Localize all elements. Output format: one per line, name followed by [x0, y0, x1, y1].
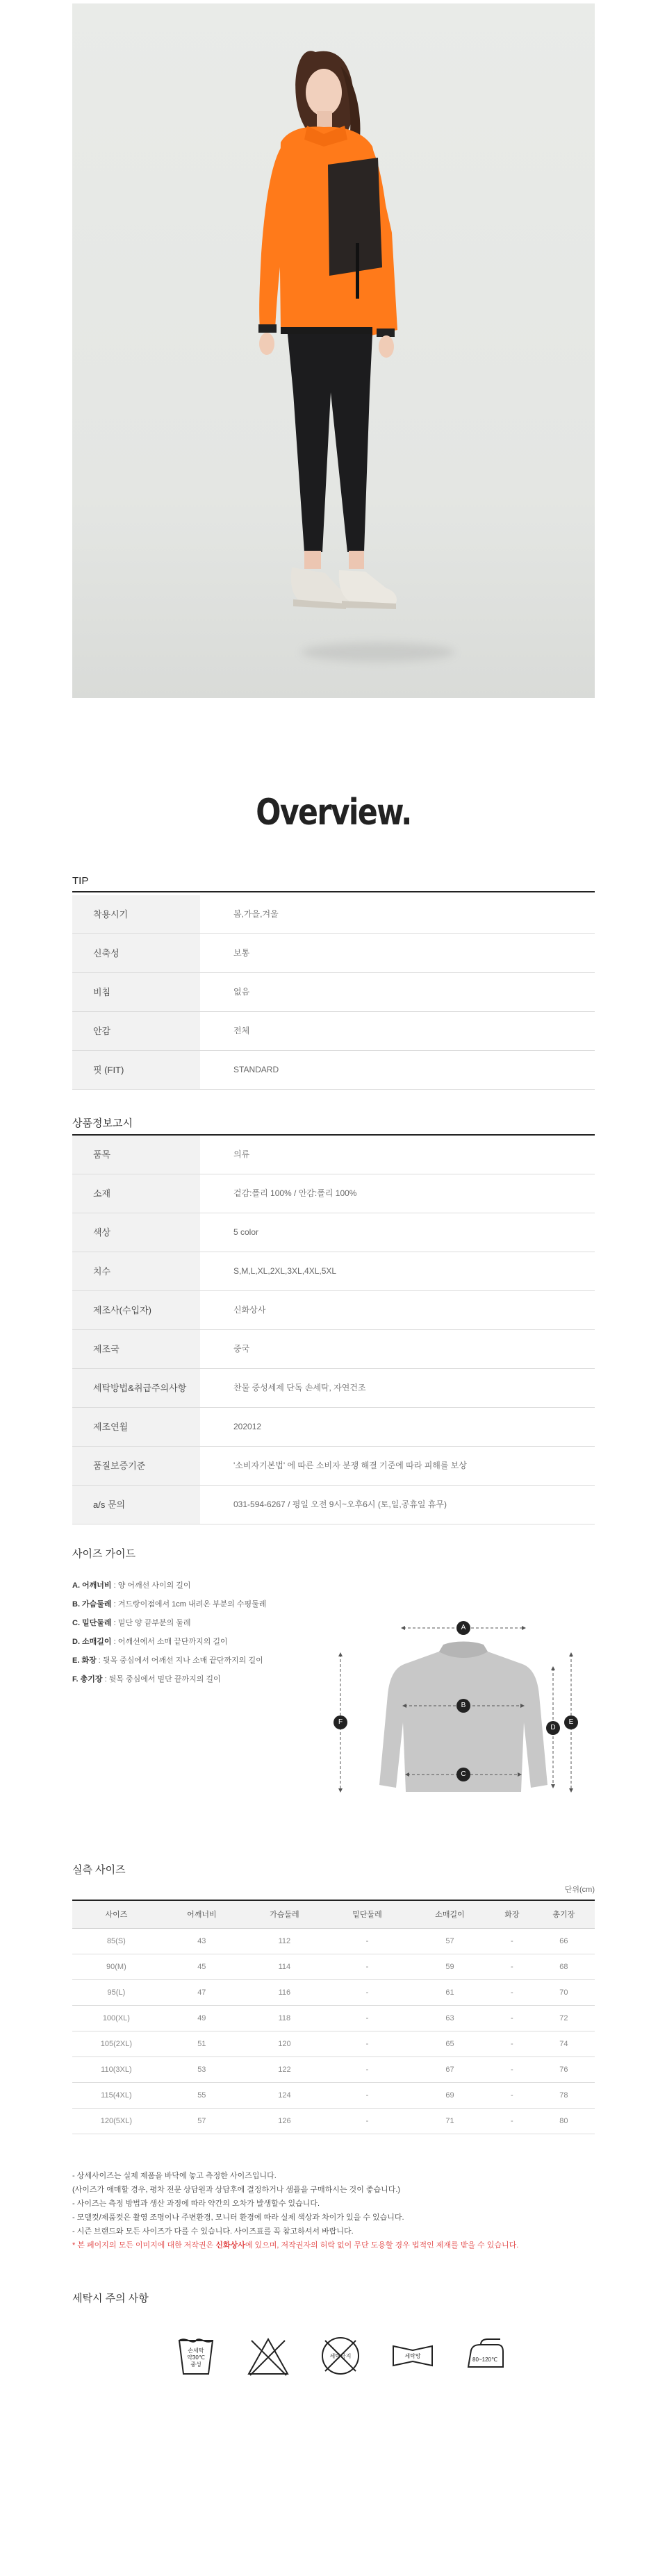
cell: 120(5XL): [72, 2108, 160, 2134]
guide-item: [72, 1614, 266, 1633]
cell: 72: [533, 2005, 595, 2031]
guide-item: [72, 1633, 266, 1652]
info-label: 치수: [72, 1252, 200, 1290]
net-label: 세탁망: [404, 2353, 421, 2359]
table-row: [72, 2056, 595, 2082]
table-row: [72, 1979, 595, 2005]
tip-value: 보통: [233, 948, 250, 958]
info-value: 의류: [233, 1149, 250, 1159]
cell: -: [326, 2056, 409, 2082]
cell: 124: [243, 2082, 326, 2108]
tip-label: 비침: [72, 973, 200, 1011]
info-label: 품질보증기준: [72, 1447, 200, 1485]
info-row: [72, 1408, 595, 1447]
cell: 49: [160, 2005, 243, 2031]
size-guide-title: 사이즈 가이드: [72, 1548, 136, 1560]
info-value: S,M,L,XL,2XL,3XL,4XL,5XL: [233, 1266, 337, 1276]
cell: 118: [243, 2005, 326, 2031]
notice-company: 신화상사: [215, 2241, 245, 2250]
cell: -: [491, 1954, 533, 1979]
cell: -: [326, 1979, 409, 2005]
model-figure: [72, 3, 595, 698]
info-row: [72, 1174, 595, 1213]
tip-label: 착용시기: [72, 895, 200, 933]
cell: -: [326, 1928, 409, 1954]
info-label: 세탁방법&취급주의사항: [72, 1369, 200, 1407]
cell: -: [491, 2031, 533, 2056]
info-row: [72, 1136, 595, 1174]
info-label: 제조사(수입자): [72, 1291, 200, 1329]
cell: -: [491, 2005, 533, 2031]
info-label: 색상: [72, 1213, 200, 1252]
cell: 116: [243, 1979, 326, 2005]
cell: 57: [160, 2108, 243, 2134]
info-label: 제조국: [72, 1330, 200, 1368]
info-label: 소재: [72, 1174, 200, 1213]
tip-value: 봄,가을,겨울: [233, 909, 279, 919]
cell: 90(M): [72, 1954, 160, 1979]
overview-title: Overview.: [256, 792, 411, 833]
tip-row: [72, 1012, 595, 1051]
cell: 78: [533, 2082, 595, 2108]
cell: 122: [243, 2056, 326, 2082]
cell: -: [491, 2056, 533, 2082]
iron-label: 80~120℃: [472, 2357, 497, 2363]
no-dry-clean-icon: [318, 2334, 363, 2378]
cell: 51: [160, 2031, 243, 2056]
info-value: 중국: [233, 1344, 250, 1354]
cell: 61: [409, 1979, 491, 2005]
cell: 55: [160, 2082, 243, 2108]
table-row: [72, 1954, 595, 1979]
guide-key: B. 가슴둘레: [72, 1600, 112, 1609]
info-label: 제조연월: [72, 1408, 200, 1446]
cell: 126: [243, 2108, 326, 2134]
cell: 112: [243, 1928, 326, 1954]
table-row: [72, 2031, 595, 2056]
col-length: 총기장: [533, 1900, 595, 1928]
cell: -: [326, 2031, 409, 2056]
cell: 71: [409, 2108, 491, 2134]
tip-row: [72, 895, 595, 934]
cell: 57: [409, 1928, 491, 1954]
label-f-marker: F: [334, 1715, 347, 1729]
cell: 47: [160, 1979, 243, 2005]
net-wash-icon: [390, 2334, 435, 2378]
guide-key: C. 밑단둘레: [72, 1619, 112, 1627]
label-d-marker: D: [546, 1721, 560, 1735]
tip-title: TIP: [72, 875, 595, 892]
cell: 100(XL): [72, 2005, 160, 2031]
guide-desc: : 밑단 양 끝부분의 둘레: [113, 1619, 191, 1627]
cell: 114: [243, 1954, 326, 1979]
hand-wash-line: 약30℃: [187, 2354, 205, 2361]
tip-row: [72, 973, 595, 1012]
cell: -: [326, 2005, 409, 2031]
info-label: 품목: [72, 1136, 200, 1174]
info-row: [72, 1291, 595, 1330]
col-shoulder: 어깨너비: [160, 1900, 243, 1928]
guide-item: [72, 1652, 266, 1670]
cell: 67: [409, 2056, 491, 2082]
guide-desc: : 어깨선에서 소매 끝단까지의 길이: [113, 1638, 228, 1646]
guide-key: F. 총기장: [72, 1675, 103, 1684]
col-hem: 밑단둘레: [326, 1900, 409, 1928]
table-row: [72, 2005, 595, 2031]
label-c-marker: C: [456, 1768, 470, 1781]
info-value: 202012: [233, 1422, 262, 1431]
cell: -: [326, 2082, 409, 2108]
unit-label: 단위(cm): [564, 1886, 595, 1894]
size-notes: [72, 2169, 600, 2252]
info-value: '소비자기본법' 에 따른 소비자 분쟁 해결 기준에 따라 피해를 보상: [233, 1461, 467, 1470]
info-value: 5 color: [233, 1227, 259, 1237]
info-value: 031-594-6267 / 평일 오전 9시~오후6시 (토,일,공휴일 휴무): [233, 1499, 447, 1509]
info-value: 신화상사: [233, 1305, 266, 1315]
info-row: [72, 1213, 595, 1252]
model-photo: [72, 3, 595, 698]
cell: 120: [243, 2031, 326, 2056]
cell: 43: [160, 1928, 243, 1954]
info-label: a/s 문의: [72, 1486, 200, 1524]
guide-key: E. 화장: [72, 1656, 97, 1665]
info-row: [72, 1369, 595, 1408]
size-diagram: [327, 1604, 598, 1827]
size-table: [72, 1900, 595, 2134]
table-row: [72, 2082, 595, 2108]
cell: 110(3XL): [72, 2056, 160, 2082]
measurement-title: 실측 사이즈: [72, 1864, 126, 1876]
col-sleeve: 소매길이: [409, 1900, 491, 1928]
guide-item: [72, 1670, 266, 1689]
size-guide-list: [72, 1577, 266, 1689]
info-row: [72, 1330, 595, 1369]
cell: 70: [533, 1979, 595, 2005]
cell: 76: [533, 2056, 595, 2082]
tip-label: 신축성: [72, 934, 200, 972]
guide-desc: : 뒷목 중심에서 어깨선 지나 소매 끝단까지의 길이: [98, 1656, 263, 1665]
dry-clean-label: 세탁금지: [329, 2353, 352, 2359]
guide-key: A. 어깨너비: [72, 1581, 112, 1590]
notice-suffix: 에 있으며, 저작권자의 허락 없이 무단 도용할 경우 법적인 제재를 받을 수 있습니다.: [245, 2241, 519, 2250]
cell: -: [491, 1979, 533, 2005]
tip-label: 안감: [72, 1012, 200, 1050]
cell: 65: [409, 2031, 491, 2056]
table-row: [72, 1928, 595, 1954]
cell: 45: [160, 1954, 243, 1979]
col-chest: 가슴둘레: [243, 1900, 326, 1928]
tip-value: 없음: [233, 987, 250, 997]
col-size: 사이즈: [72, 1900, 160, 1928]
tip-row: [72, 934, 595, 973]
label-a-marker: A: [456, 1621, 470, 1635]
cell: -: [491, 1928, 533, 1954]
tip-value: 전체: [233, 1026, 250, 1036]
note-line: - 모델컷/제품컷은 촬영 조명이나 주변환경, 모니터 환경에 따라 실제 색상과 차이가 있을 수 있습니다.: [72, 2213, 404, 2222]
guide-desc: : 양 어깨선 사이의 길이: [113, 1581, 191, 1590]
cell: -: [326, 2108, 409, 2134]
label-e-marker: E: [564, 1715, 578, 1729]
cell: 115(4XL): [72, 2082, 160, 2108]
cell: 68: [533, 1954, 595, 1979]
product-info-title: 상품정보고시: [72, 1115, 595, 1136]
guide-desc: : 겨드랑이점에서 1cm 내려온 부분의 수평둘레: [113, 1600, 267, 1609]
cell: 63: [409, 2005, 491, 2031]
tip-label: 핏 (FIT): [72, 1051, 200, 1089]
iron-low-icon: [463, 2334, 507, 2378]
cell: 105(2XL): [72, 2031, 160, 2056]
col-hwajang: 화장: [491, 1900, 533, 1928]
cell: -: [491, 2082, 533, 2108]
info-row: [72, 1447, 595, 1486]
cell: -: [491, 2108, 533, 2134]
label-b-marker: B: [456, 1699, 470, 1713]
cell: 69: [409, 2082, 491, 2108]
tip-row: [72, 1051, 595, 1090]
table-row: [72, 2108, 595, 2134]
care-icons: [174, 2334, 507, 2382]
cell: 53: [160, 2056, 243, 2082]
cell: 95(L): [72, 1979, 160, 2005]
note-line: (사이즈가 애매할 경우, 평차 전문 상담원과 상담후에 결정하거나 샘플을 구매하시는 것이 좋습니다.): [72, 2186, 401, 2194]
jacket-outline: [327, 1604, 598, 1827]
cell: 80: [533, 2108, 595, 2134]
cell: -: [326, 1954, 409, 1979]
guide-item: [72, 1577, 266, 1595]
no-bleach-icon: [246, 2334, 290, 2378]
tip-value: STANDARD: [233, 1065, 279, 1074]
size-table-header: [72, 1900, 595, 1928]
guide-key: D. 소매길이: [72, 1638, 112, 1646]
guide-desc: : 뒷목 중심에서 밑단 끝까지의 길이: [104, 1675, 221, 1684]
cell: 66: [533, 1928, 595, 1954]
info-row: [72, 1252, 595, 1291]
hand-wash-icon: [174, 2334, 218, 2378]
care-title: 세탁시 주의 사항: [72, 2293, 149, 2304]
cell: 59: [409, 1954, 491, 1979]
hand-wash-line: 중성: [190, 2361, 201, 2368]
note-line: - 시즌 브랜드와 모든 사이즈가 다를 수 있습니다. 사이즈표를 꼭 참고하셔서 바랍니다.: [72, 2227, 354, 2236]
guide-item: [72, 1595, 266, 1614]
copyright-notice: [72, 2238, 600, 2252]
info-value: 겉감:폴리 100% / 안감:폴리 100%: [233, 1188, 357, 1198]
cell: 85(S): [72, 1928, 160, 1954]
hand-wash-line: 손세탁: [188, 2348, 204, 2354]
info-row: [72, 1486, 595, 1524]
note-line: - 사이즈는 측정 방법과 생산 과정에 따라 약간의 오차가 발생할수 있습니다.: [72, 2200, 320, 2208]
notice-prefix: * 본 페이지의 모든 이미지에 대한 저작권은: [72, 2241, 216, 2250]
info-value: 찬물 중성세제 단독 손세탁, 자연건조: [233, 1383, 366, 1393]
note-line: - 상세사이즈는 실제 제품을 바닥에 놓고 측정한 사이즈입니다.: [72, 2172, 277, 2180]
cell: 74: [533, 2031, 595, 2056]
